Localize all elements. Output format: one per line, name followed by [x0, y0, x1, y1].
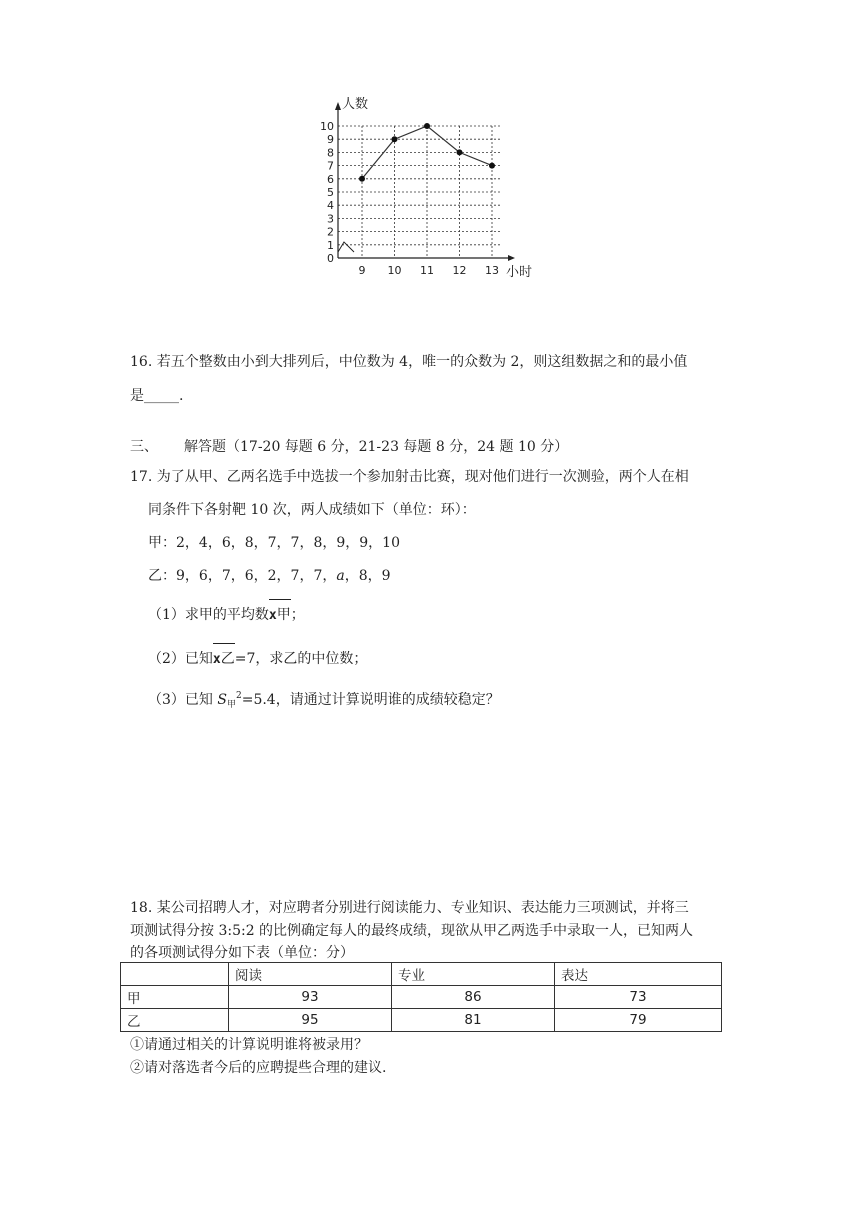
y-tick-label: 2 — [327, 225, 334, 239]
mean-jia-symbol: x甲 — [269, 604, 291, 624]
part3-text: （3）已知 — [148, 692, 213, 708]
q17-part1: （1）求甲的平均数x甲； — [148, 604, 305, 624]
data-point — [392, 136, 398, 142]
table-cell: 甲 — [121, 986, 229, 1009]
score-table — [120, 962, 722, 1032]
q17-line1: 17. 为了从甲、乙两名选手中选拔一个参加射击比赛，现对他们进行一次测验，两个人在相 — [130, 469, 689, 485]
axis-break-mark — [338, 242, 354, 252]
table-cell: 95 — [229, 1009, 392, 1032]
table-cell: 93 — [229, 986, 392, 1009]
q16-line1: 16. 若五个整数由小到大排列后，中位数为 4，唯一的众数为 2，则这组数据之和的最小值 — [130, 354, 688, 370]
q16-line2: 是_____. — [130, 388, 184, 404]
x-axis-label: 小时 — [506, 265, 533, 280]
y-tick-label: 5 — [327, 186, 334, 199]
y-tick-label: 0 — [327, 252, 334, 265]
table-header-cell: 专业 — [392, 963, 555, 986]
q18-line2: 项测试得分按 3:5:2 的比例确定每人的最终成绩，现欲从甲乙两选手中录取一人，已知两人 — [130, 923, 694, 939]
variance-symbol: S — [217, 692, 227, 708]
x-tick-label: 13 — [485, 264, 499, 277]
table-row — [121, 986, 722, 1009]
part2-text: （2）已知 — [148, 651, 213, 667]
q18-line1: 18. 某公司招聘人才，对应聘者分别进行阅读能力、专业知识、表达能力三项测试，并将三 — [130, 900, 689, 916]
y-tick-label: 8 — [327, 146, 334, 160]
y-tick-label: 9 — [327, 133, 334, 147]
x-tick-label: 12 — [452, 264, 467, 277]
section-number: 三、 — [130, 439, 158, 455]
x-tick-label: 11 — [420, 264, 434, 277]
y-tick-label: 1 — [327, 238, 334, 252]
q18-line3: 的各项测试得分如下表（单位：分） — [130, 945, 354, 961]
y-tick-label: 3 — [327, 212, 334, 226]
y-tick-label: 7 — [327, 159, 334, 173]
y-axis-label: 人数 — [342, 97, 369, 112]
table-cell: 73 — [555, 986, 722, 1009]
table-header-cell: 表达 — [555, 963, 722, 986]
y-tick-label: 10 — [320, 120, 334, 133]
table-cell: 86 — [392, 986, 555, 1009]
table-header-cell: 阅读 — [229, 963, 392, 986]
q17-line2: 同条件下各射靶 10 次，两人成绩如下（单位：环）： — [148, 502, 476, 518]
table-header-cell — [121, 963, 229, 986]
data-point — [359, 176, 365, 182]
table-cell: 乙 — [121, 1009, 229, 1032]
table-cell: 81 — [392, 1009, 555, 1032]
section-title: 解答题（17-20 每题 6 分，21-23 每题 8 分，24 题 10 分） — [184, 439, 569, 455]
variable-a: a — [336, 568, 345, 584]
q18-part1: ①请通过相关的计算说明谁将被录用？ — [130, 1037, 368, 1053]
q17-yi-scores — [148, 565, 391, 585]
q17-jia-scores: 甲：2，4，6，8，7，7，8，9，9，10 — [148, 535, 400, 551]
yi-scores-pre: 乙：9，6，7，6，2，7，7， — [148, 568, 337, 584]
y-axis-arrow — [335, 102, 341, 110]
q17-part2: （2）已知x乙=7，求乙的中位数； — [148, 648, 367, 668]
data-point — [489, 163, 495, 169]
x-axis-arrow — [508, 255, 515, 261]
table-header-row — [121, 963, 722, 986]
q18-part2: ②请对落选者今后的应聘提些合理的建议. — [130, 1060, 387, 1076]
y-tick-label: 6 — [327, 172, 334, 186]
data-point — [424, 123, 430, 129]
yi-scores-post: ，8，9 — [344, 568, 391, 584]
line-chart — [310, 96, 550, 286]
table-cell: 79 — [555, 1009, 722, 1032]
mean-yi-symbol: x乙 — [213, 648, 235, 668]
q17-part3: （3）已知 $S_甲^2=5.4$，请通过计算说明谁的成绩较稳定？ — [148, 691, 500, 710]
table-row — [121, 1009, 722, 1032]
y-tick-label: 4 — [327, 199, 334, 213]
x-tick-label: 10 — [387, 264, 402, 277]
data-point — [457, 149, 463, 155]
part1-text: （1）求甲的平均数 — [148, 607, 269, 623]
x-tick-label: 9 — [358, 264, 366, 277]
chart-grid — [338, 126, 500, 258]
